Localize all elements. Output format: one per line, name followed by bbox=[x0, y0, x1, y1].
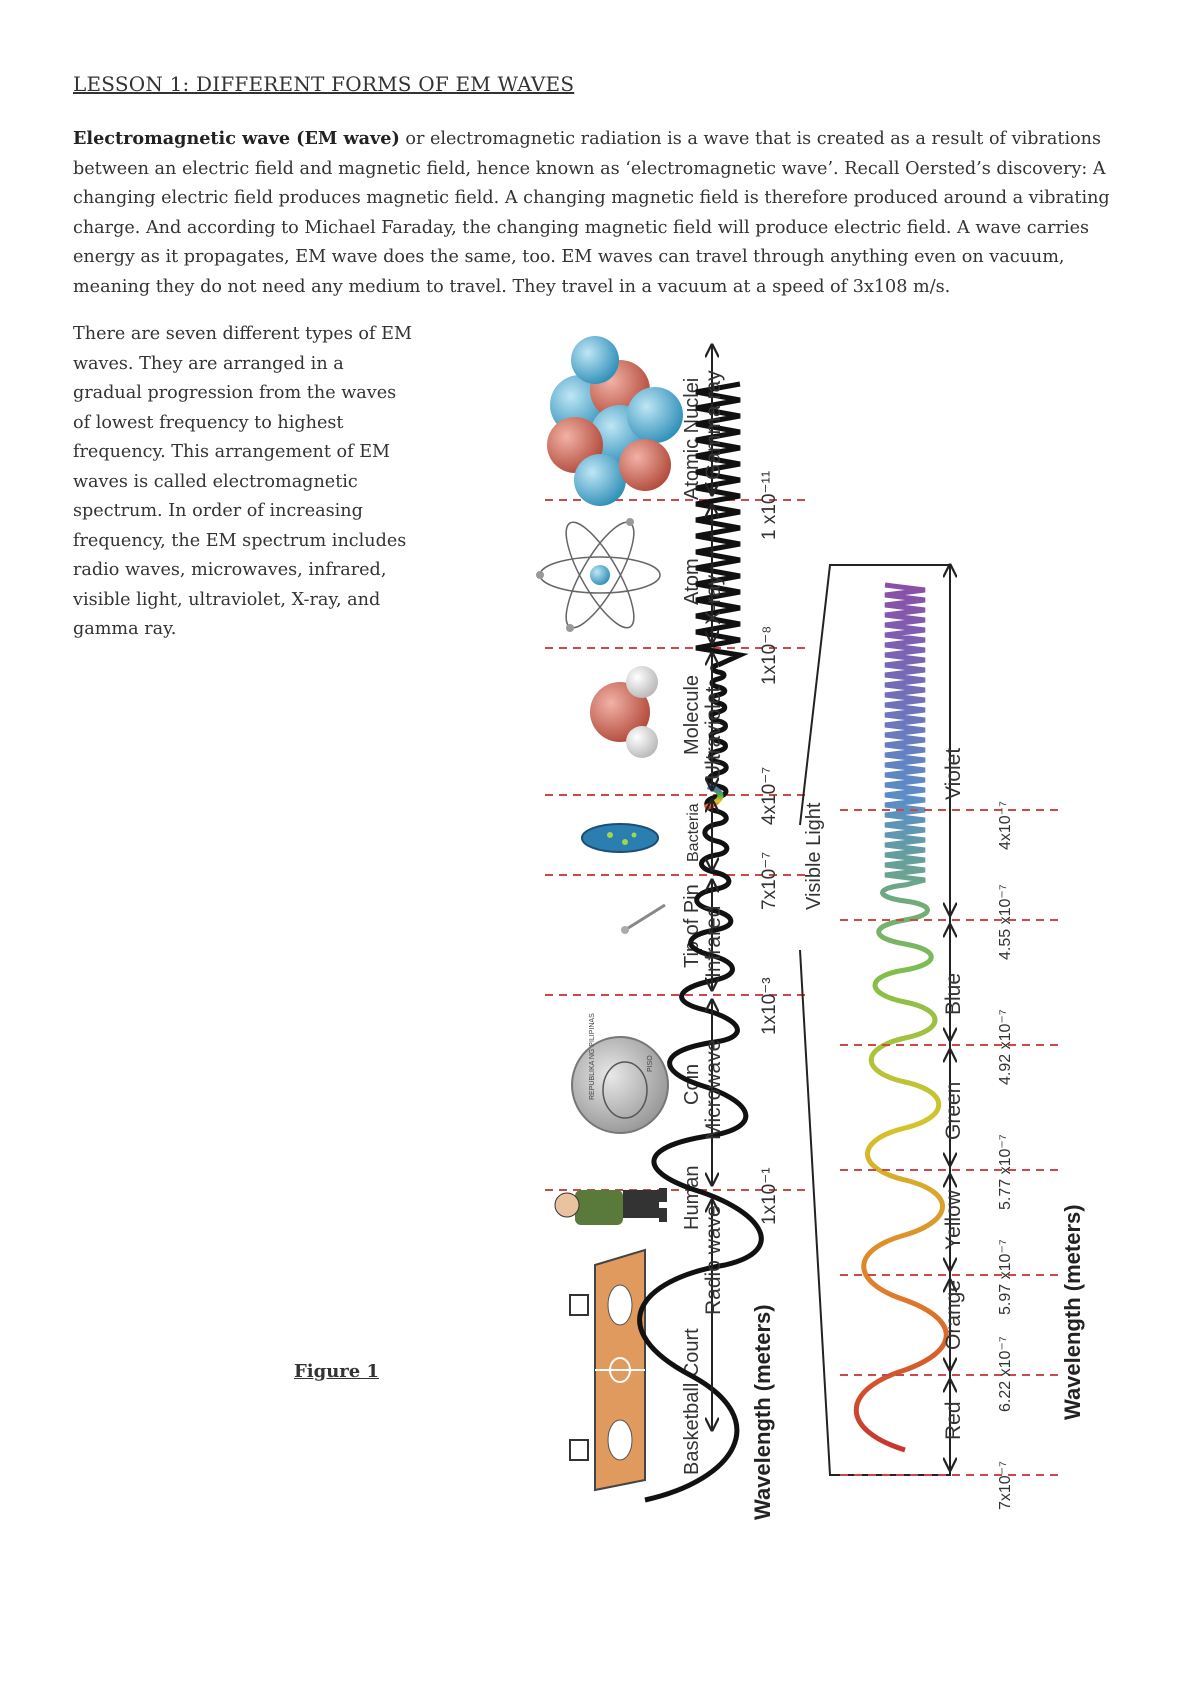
object-label-molecule: Molecule bbox=[681, 674, 703, 755]
color-label-red: Red bbox=[942, 1401, 965, 1440]
object-label-atom: Atom bbox=[681, 558, 703, 605]
basketball-court-icon bbox=[570, 1250, 645, 1490]
tip-of-pin-icon bbox=[621, 905, 665, 934]
coin-text-republic: REPUBLIKA NG PILIPINAS bbox=[589, 1013, 596, 1100]
axis-label-wavelength: Wavelength (meters) bbox=[750, 1304, 775, 1520]
visible-wavelength-value: 6.22 x10⁻⁷ bbox=[997, 1336, 1014, 1412]
color-label-blue: Blue bbox=[942, 972, 965, 1015]
object-label-atomic-nuclei: Atomic Nuclei bbox=[681, 377, 703, 500]
figure-caption: Figure 1 bbox=[294, 1361, 380, 1382]
visible-wavelength-value: 4.92 x10⁻⁷ bbox=[997, 1009, 1014, 1085]
intro-paragraph bbox=[73, 124, 1123, 302]
visible-axis-label: Wavelength (meters) bbox=[1060, 1204, 1085, 1420]
bacteria-icon bbox=[582, 824, 658, 852]
coin-text-piso: PISO bbox=[647, 1055, 654, 1072]
object-label-human: Human bbox=[681, 1165, 703, 1230]
spectrum-paragraph: There are seven different types of EM waves. They are arranged in a gradual progression from the waves of lowest frequency to highest frequency. This arrangement of EM waves is called electromagnetic spectrum. In order of increasing frequency, the EM spectrum includes radio waves, microwaves, infrared, visible light, ultraviolet, X-ray, and gamma ray. bbox=[73, 324, 412, 639]
atom-icon bbox=[536, 514, 660, 636]
wavelength-value: 4x10⁻⁷ bbox=[759, 766, 780, 825]
color-label-green: Green bbox=[942, 1081, 965, 1140]
color-label-violet: Violet bbox=[942, 747, 965, 800]
visible-light-inset bbox=[800, 565, 1085, 1510]
object-labels bbox=[681, 378, 703, 1475]
color-label-orange: Orange bbox=[942, 1279, 965, 1350]
em-spectrum-figure bbox=[420, 330, 1190, 1530]
visible-wavelength-value: 5.77 x10⁻⁷ bbox=[997, 1134, 1014, 1210]
wavelength-value: 1x10⁻³ bbox=[759, 977, 780, 1035]
band-label-infrared: Infrared bbox=[702, 905, 725, 978]
wavelength-value: 1 x10⁻¹¹ bbox=[759, 470, 780, 540]
band-label-xray: X-ray bbox=[702, 574, 725, 625]
band-label-microwave: Microwave bbox=[702, 1039, 725, 1140]
wavelength-value: 1x10⁻¹ bbox=[759, 1167, 780, 1225]
visible-wave-curve bbox=[856, 585, 946, 1450]
band-label-ultraviolet: Ultraviolet bbox=[702, 686, 725, 780]
molecule-icon bbox=[590, 666, 658, 758]
human-icon bbox=[555, 1188, 667, 1225]
visible-wavelength-value: 7x10⁻⁷ bbox=[997, 1461, 1014, 1510]
wavelength-value: 1x10⁻⁸ bbox=[759, 625, 780, 685]
band-label-gamma: Gamma ray bbox=[702, 370, 725, 480]
lesson-title: LESSON 1: DIFFERENT FORMS OF EM WAVES bbox=[73, 72, 575, 96]
visible-wavelength-value: 5.97 x10⁻⁷ bbox=[997, 1239, 1014, 1315]
wavelength-values bbox=[759, 471, 780, 1225]
visible-light-label: Visible Light bbox=[803, 802, 825, 910]
atomic-nuclei-icon bbox=[547, 336, 683, 506]
coin-icon bbox=[572, 1013, 668, 1133]
color-label-yellow: Yellow bbox=[942, 1190, 965, 1250]
em-wave-term: Electromagnetic wave (EM wave) bbox=[73, 128, 400, 149]
object-label-coin: Coin bbox=[681, 1063, 703, 1105]
visible-wavelength-value: 4.55 x10⁻⁷ bbox=[997, 884, 1014, 960]
band-label-radio: Radio wave bbox=[702, 1205, 725, 1315]
object-label-bacteria: Bacteria bbox=[685, 803, 702, 862]
wavelength-value: 7x10⁻⁷ bbox=[759, 851, 780, 910]
visible-wavelength-value: 4x10⁻⁷ bbox=[997, 801, 1014, 850]
object-label-basketball-court: Basketball Court bbox=[681, 1328, 703, 1475]
object-label-tip-of-pin: Tip of Pin bbox=[681, 884, 703, 968]
intro-body: or electromagnetic radiation is a wave that is created as a result of vibrations between an electric field and magnetic field, hence known as ‘electromagnetic wave’. Recall Oersted’s discovery: A changing electric field produces magnetic field. A changing magnetic field is therefore produced around a vibrating charge. And according to Michael Faraday, the changing magnetic field will produce electric field. A wave carries energy as it propagates, EM wave does the same, too. EM waves can travel through anything even on vacuum, meaning they do not need any medium to travel. They travel in a vacuum at a speed of 3x108 m/s. bbox=[73, 129, 1110, 297]
